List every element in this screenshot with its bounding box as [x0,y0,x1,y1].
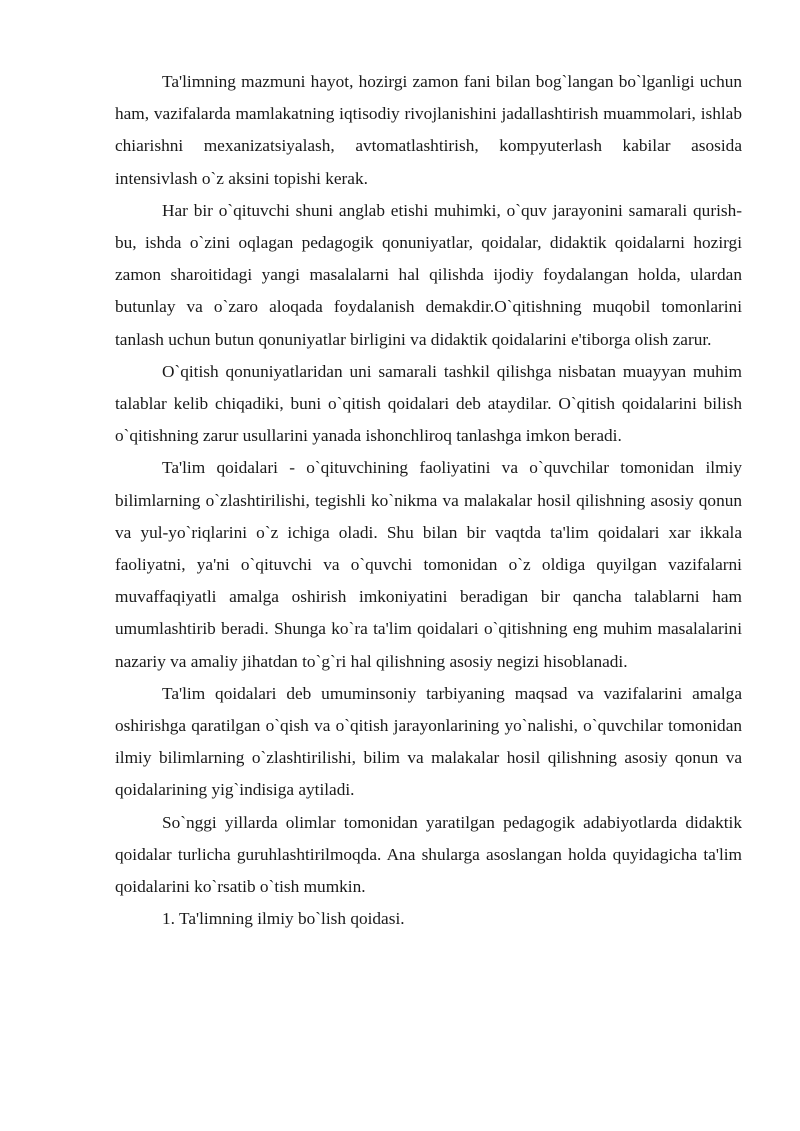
paragraph-4: Ta'lim qoidalari - o`qituvchining faoliyatini va o`quvchilar tomonidan ilmiy bilimlarning o`zlashtirilishi, tegishli ko`nikma va malakalar hosil qilishning asosiy qonun va yul-yo`riqlarini o`z ichiga oladi. Shu bilan bir vaqtda ta'lim qoidalari xar ikkala faoliyatni, ya'ni o`qituvchi va o`quvchi tomonidan o`z oldiga quyilgan vazifalarni muvaffaqiyatli amalga oshirish imkoniyatini beradigan bir qancha talablarni ham umumlashtirib beradi. Shunga ko`ra ta'lim qoidalari o`qitishning eng muhim masalalarini nazariy va amaliy jihatdan to`g`ri hal qilishning asosiy negizi hisoblanadi. [115,458,742,671]
paragraph-1: Ta'limning mazmuni hayot, hozirgi zamon fani bilan bog`langan bo`lganligi uchun ham, vazifalarda mamlakatning iqtisodiy rivojlanishini jadallashtirish muammolari, ishlab chiarishni mexanizatsiyalash, avtomatlashtirish, kompyuterlash kabilar asosida intensivlash o`z aksini topishi kerak. [115,72,742,188]
paragraph-5: Ta'lim qoidalari deb umuminsoniy tarbiyaning maqsad va vazifalarini amalga oshirishga qaratilgan o`qish va o`qitish jarayonlarining yo`nalishi, o`quvchilar tomonidan ilmiy bilimlarning o`zlashtirilishi, bilim va malakalar hosil qilishning asosiy qonun va qoidalarining yig`indisiga aytiladi. [115,683,742,800]
list-item: 1. Ta'limning ilmiy bo`lish qoidasi. [162,909,405,929]
paragraph-6: So`nggi yillarda olimlar tomonidan yaratilgan pedagogik adabiyotlarda didaktik qoidalar turlicha guruhlashtirilmoqda. Ana shularga asoslangan holda quyidagicha ta'lim qoidalarini ko`rsatib o`tish mumkin. [115,812,742,897]
paragraph-3: O`qitish qonuniyatlaridan uni samarali tashkil qilishga nisbatan muayyan muhim talablar kelib chiqadiki, buni o`qitish qoidalari deb ataydilar. O`qitish qoidalarini bilish o`qitishning zarur usullarini yanada ishonchliroq tanlashga imkon beradi. [115,361,742,446]
paragraph-2: Har bir o`qituvchi shuni anglab etishi muhimki, o`quv jarayonini samarali qurish-bu, ishda o`zini oqlagan pedagogik qonuniyatlar, qoidalar, didaktik qoidalarni hozirgi zamon sharoitidagi yangi masalalarni hal qilishda ijodiy foydalangan holda, ulardan butunlay va o`zaro aloqada foydalanish demakdir.O`qitishning muqobil tomonlarini tanlash uchun butun qonuniyatlar birligini va didaktik qoidalarini e'tiborga olish zarur. [115,200,742,349]
document-page [115,66,742,935]
